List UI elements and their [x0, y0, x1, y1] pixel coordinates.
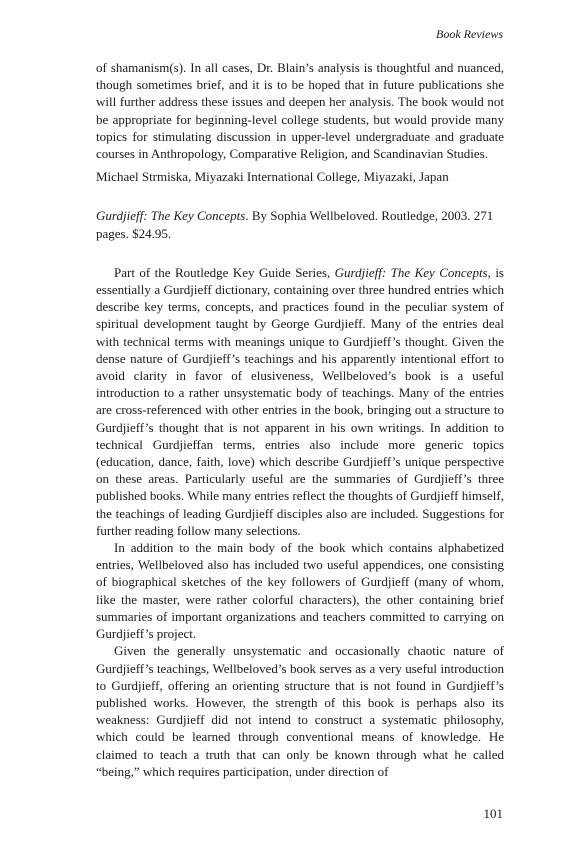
book-title: Gurdjieff: The Key Concepts	[96, 208, 246, 224]
book-citation	[96, 207, 504, 241]
review-paragraph-2: In addition to the main body of the book which contains alphabetized entries, Wellbeloved also has included two useful appendices, one consisting of biographical sketches of the key followers of Gurdjieff (many of whom, like the master, were rather colorful characters), the other containing brief summaries of important organizations and teachers committed to carrying on Gurdjieff’s project.	[96, 540, 504, 642]
book-details: . By Sophia Wellbeloved. Routledge, 2003. 271 pages. $24.95.	[96, 208, 494, 241]
para1-rest: , is essentially a Gurdjieff dictionary, containing over three hundred entries which describe key terms, concepts, and practices found in the peculiar system of spiritual development taught by George Gurdjieff. Many of the entries deal with technical terms with meanings unique to Gurdjieff’s thought. Given the dense nature of Gurdjieff’s teachings and his apparently intentional effort to avoid clarity in favor of elusiveness, Wellbeloved’s book is a useful introduction to a rather unsystematic body of teachings. Many of the entries are cross-referenced with other entries in the book, bringing out a structure to Gurdjieff’s thought that is not apparent in his own writings. In addition to technical Gurdjieffan terms, entries also include more generic topics (education, dance, faith, love) which describe Gurdjieff’s unique perspective on these areas. Particularly useful are the summaries of Gurdjieff’s three published books. While many entries reflect the thoughts of Gurdjieff himself, the teachings of leading Gurdjieff disciples also are included. Suggestions for further reading follow many selections.	[96, 264, 504, 538]
reviewer-signature: Michael Strmiska, Miyazaki International College, Miyazaki, Japan	[96, 169, 449, 185]
para1-title: Gurdjieff: The Key Concepts	[334, 264, 488, 280]
carryover-paragraph: of shamanism(s). In all cases, Dr. Blain’s analysis is thoughtful and nuanced, though sometimes brief, and it is to be hoped that in future publications she will further address these issues and deepen her analysis. The book would not be appropriate for beginning-level college students, but would provide many topics for stimulating discussion in upper-level undergraduate and graduate courses in Anthropology, Comparative Religion, and Scandinavian Studies.	[96, 60, 504, 162]
page-body	[96, 59, 504, 780]
review-paragraph-1	[96, 264, 504, 539]
review-paragraph-3: Given the generally unsystematic and occasionally chaotic nature of Gurdjieff’s teachings, Wellbeloved’s book serves as a very useful introduction to Gurdjieff, offering an orienting structure that is not found in Gurdjieff’s published works. However, the strength of this book is perhaps also its weakness: Gurdjieff did not intend to construct a systematic philosophy, which could be learned through conventional means of knowledge. He claimed to teach a truth that can only be known through what he called “being,” which requires participation, under direction of	[96, 643, 504, 779]
page-number: 101	[483, 806, 503, 821]
para1-lead: Part of the Routledge Key Guide Series,	[114, 264, 335, 280]
running-header: Book Reviews	[436, 27, 503, 41]
